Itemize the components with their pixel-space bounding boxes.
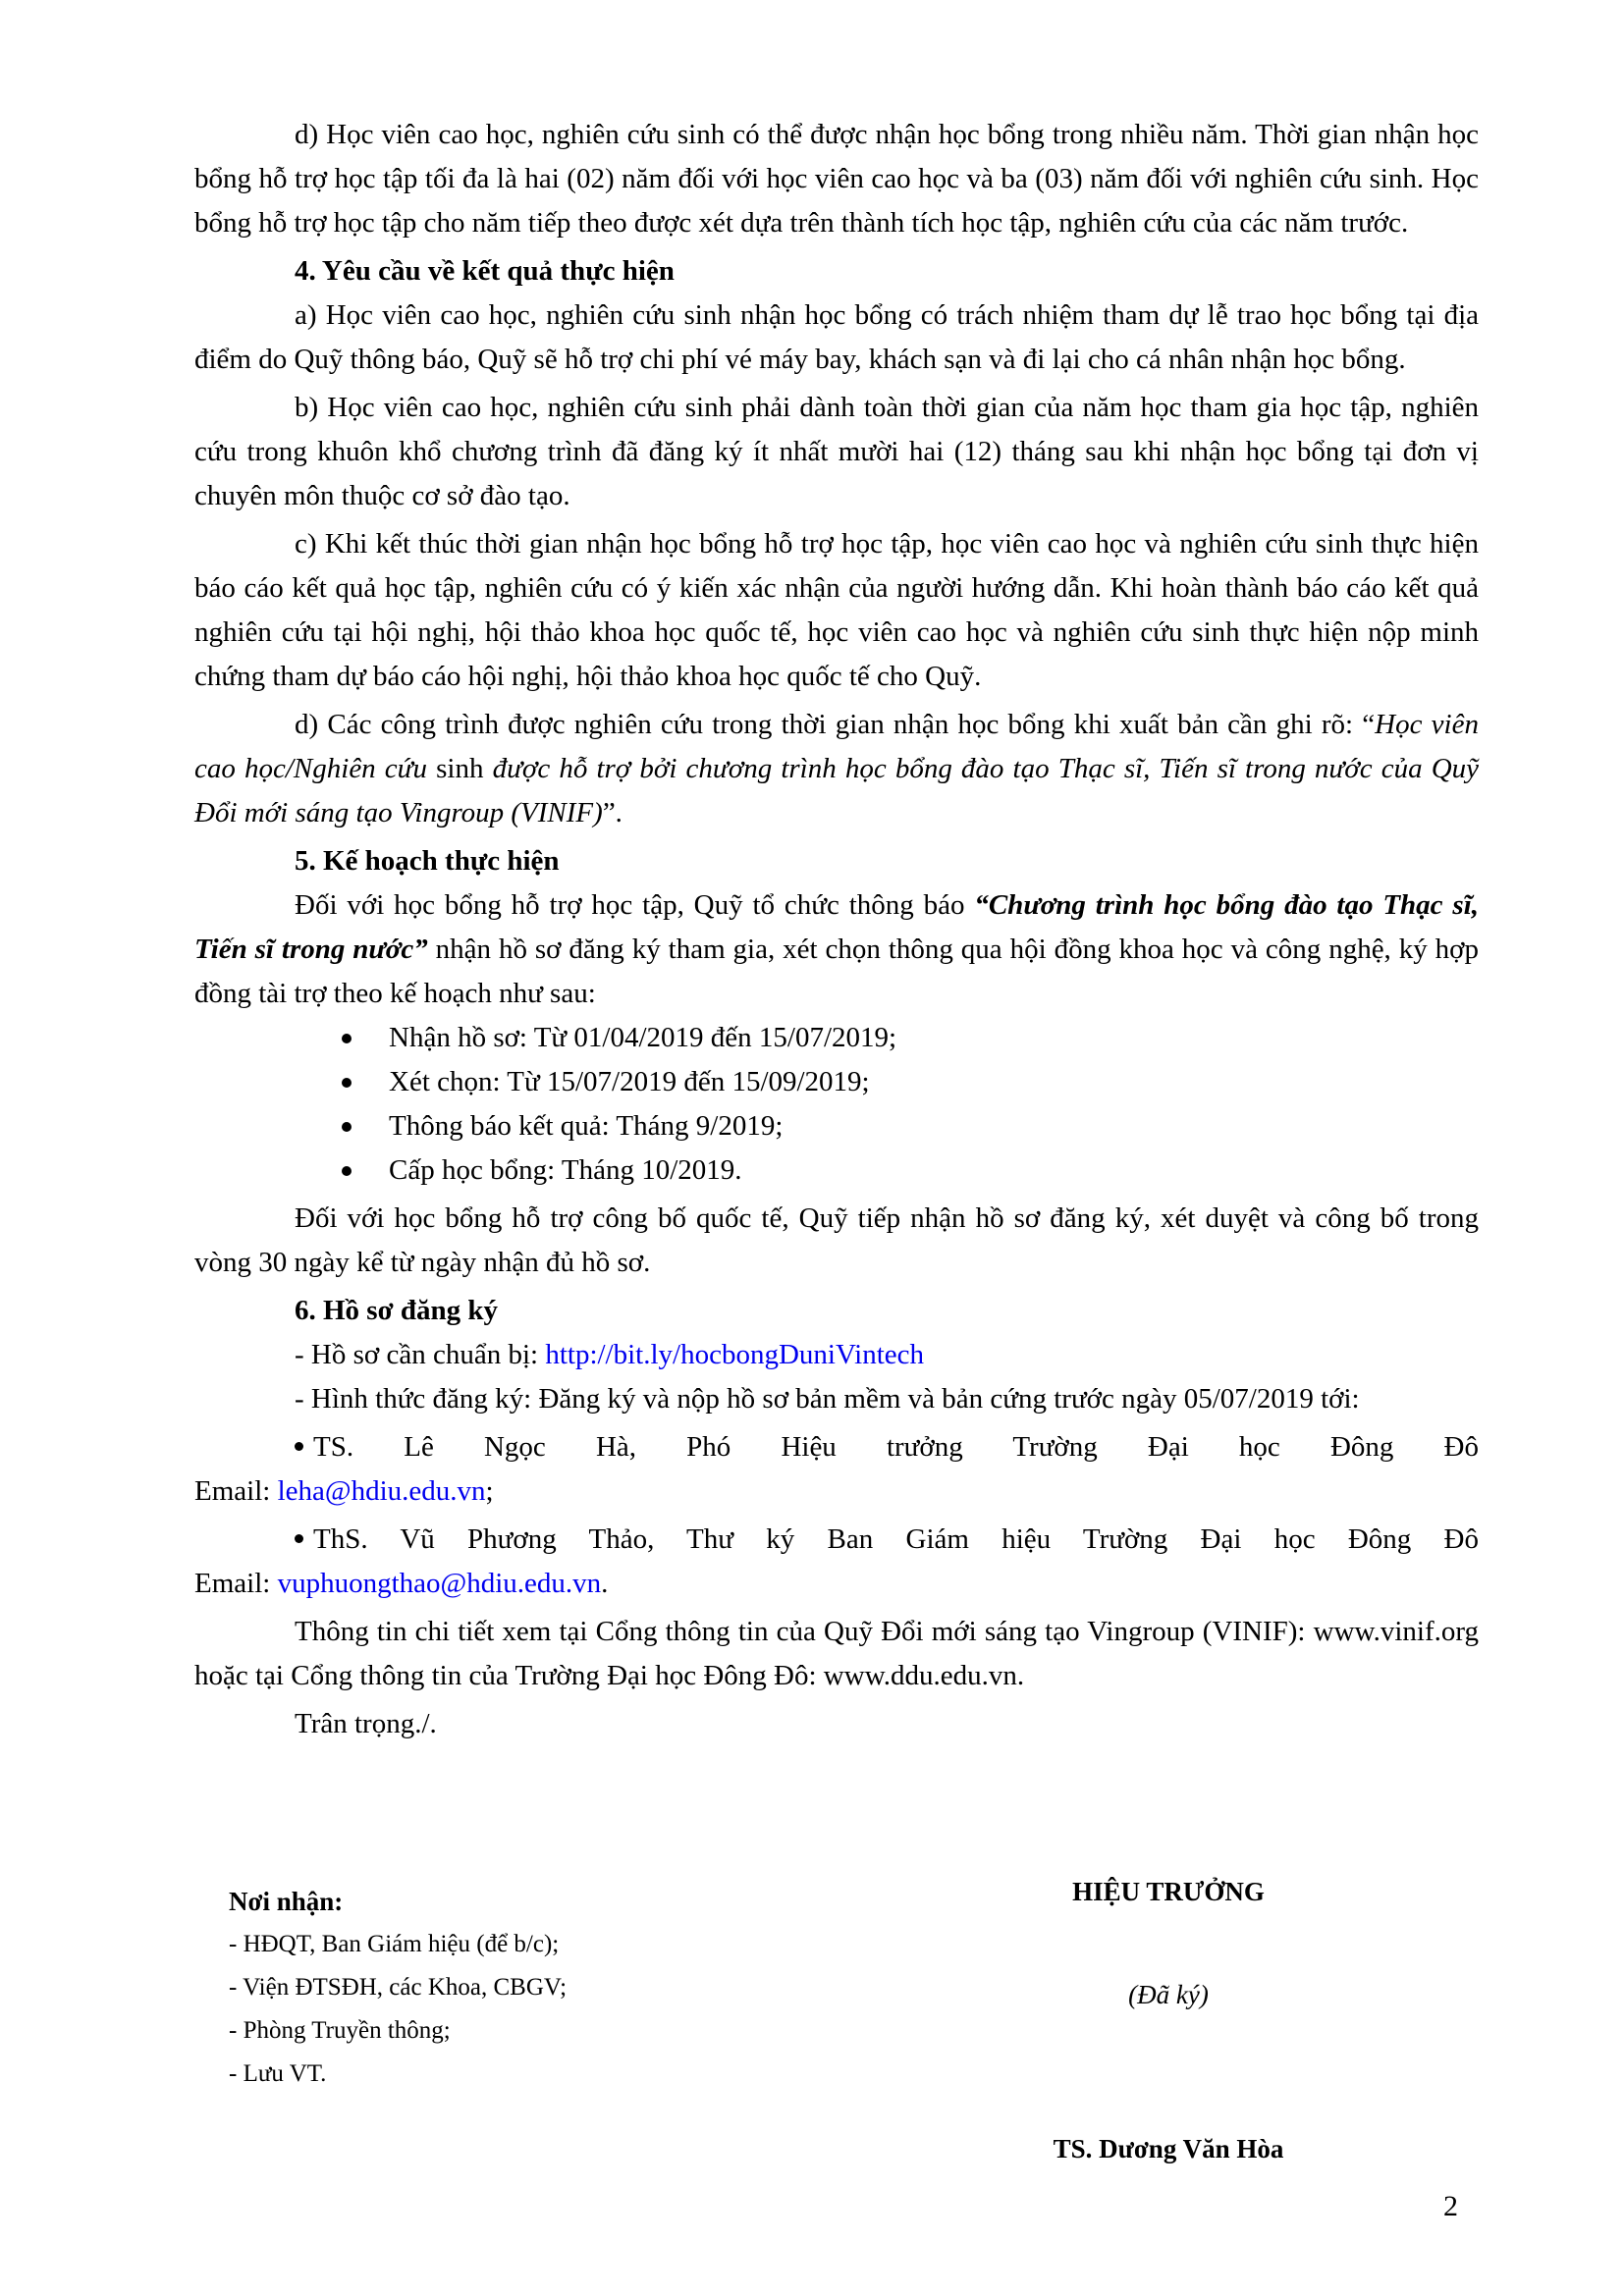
- item-d-plain: sinh: [436, 753, 493, 784]
- contact-2-end: .: [601, 1568, 609, 1599]
- contact-2: [194, 1518, 1479, 1562]
- schedule-item: [342, 1148, 1479, 1193]
- bullet-icon: [342, 1034, 352, 1043]
- section-4-item-c: c) Khi kết thúc thời gian nhận học bổng hỗ trợ học tập, học viên cao học và nghiên cứu sinh thực hiện báo cáo kết quả học tập, nghiên cứu có ý kiến xác nhận của người hướng dẫn. Khi hoàn thành báo cáo kết quả nghiên cứu tại hội nghị, hội thảo khoa học quốc tế, học viên cao học và nghiên cứu sinh thực hiện nộp minh chứng tham dự báo cáo hội nghị, hội thảo khoa học quốc tế cho Quỹ.: [194, 528, 1479, 692]
- bullet-icon: [342, 1078, 352, 1088]
- section-4-item-b: b) Học viên cao học, nghiên cứu sinh phải dành toàn thời gian của năm học tham gia học tập, nghiên cứu trong khuôn khổ chương trình đã đăng ký ít nhất mười hai (12) tháng sau khi nhận học bổng tại đơn vị chuyên môn thuộc cơ sở đào tạo.: [194, 392, 1479, 511]
- recipients-title: Nơi nhận:: [229, 1887, 344, 1916]
- section-5-heading: 5. Kế hoạch thực hiện: [295, 845, 560, 877]
- contact-1-text: TS. Lê Ngọc Hà, Phó Hiệu trưởng Trường Đại học Đông Đô: [313, 1431, 1479, 1463]
- document-body: [194, 113, 1479, 1746]
- section-5-intro: [194, 883, 1479, 1016]
- schedule-list: [194, 1016, 1479, 1193]
- section-4-heading: 4. Yêu cầu về kết quả thực hiện: [295, 255, 675, 287]
- recipient-item: - HĐQT, Ban Giám hiệu (để b/c);: [229, 1931, 560, 1957]
- recipients-block: [229, 1880, 779, 2096]
- section-4-item-d: [194, 703, 1479, 835]
- recipient-item: - Viện ĐTSĐH, các Khoa, CBGV;: [229, 1974, 568, 2001]
- section-5-publication: Đối với học bổng hỗ trợ công bố quốc tế, Quỹ tiếp nhận hồ sơ đăng ký, xét duyệt và công bố trong vòng 30 ngày kể từ ngày nhận đủ hồ sơ.: [194, 1202, 1479, 1278]
- item-d-italic-2: được hỗ trợ bởi chương trình học bổng đào tạo Thạc sĩ, Tiến sĩ trong nước của Quỹ Đổi mới sáng tạo Vingroup (VINIF): [194, 753, 1480, 828]
- page-number: 2: [1443, 2190, 1458, 2222]
- item-d-lead: d) Các công trình được nghiên cứu trong thời gian nhận học bổng khi xuất bản cần ghi rõ: “: [295, 709, 1376, 740]
- signer-title: HIỆU TRƯỞNG: [1072, 1877, 1265, 1906]
- signed-note: (Đã ký): [1128, 1980, 1209, 2009]
- email-label: Email:: [194, 1568, 278, 1599]
- recipient-item: - Lưu VT.: [229, 2060, 327, 2087]
- details-paragraph: Thông tin chi tiết xem tại Cổng thông tin của Quỹ Đổi mới sáng tạo Vingroup (VINIF): www.vinif.org hoặc tại Cổng thông tin của Trường Đại học Đông Đô: www.ddu.edu.vn.: [194, 1616, 1479, 1691]
- recipient-item: - Phòng Truyền thông;: [229, 2017, 451, 2044]
- bullet-icon: [342, 1166, 352, 1176]
- bullet-icon: [342, 1122, 352, 1132]
- closing-line: Trân trọng./.: [295, 1708, 437, 1739]
- contact-2-email-link[interactable]: vuphuongthao@hdiu.edu.vn: [277, 1568, 602, 1599]
- prep-label: - Hồ sơ cần chuẩn bị:: [295, 1339, 546, 1370]
- intro-tail: nhận hồ sơ đăng ký tham gia, xét chọn thông qua hội đồng khoa học và công nghệ, ký hợp đồng tài trợ theo kế hoạch như sau:: [194, 934, 1479, 1009]
- schedule-item: [342, 1060, 1479, 1104]
- schedule-item-text: Cấp học bổng: Tháng 10/2019.: [389, 1154, 742, 1186]
- contact-1-email-line: [194, 1469, 1479, 1514]
- contact-1-email-link[interactable]: leha@hdiu.edu.vn: [277, 1475, 486, 1507]
- section-6-heading: 6. Hồ sơ đăng ký: [295, 1295, 499, 1326]
- schedule-item: [342, 1016, 1479, 1060]
- contact-2-text: ThS. Vũ Phương Thảo, Thư ký Ban Giám hiệu Trường Đại học Đông Đô: [313, 1523, 1479, 1555]
- bullet-icon: [295, 1442, 303, 1451]
- schedule-item-text: Nhận hồ sơ: Từ 01/04/2019 đến 15/07/2019;: [389, 1022, 897, 1053]
- signer-name: TS. Dương Văn Hòa: [1053, 2134, 1284, 2163]
- schedule-item: [342, 1104, 1479, 1148]
- item-d-italic-1: Học viên cao học/Nghiên cứu: [194, 709, 1479, 784]
- contact-1-end: ;: [485, 1475, 494, 1507]
- bullet-icon: [295, 1534, 303, 1543]
- form-line: - Hình thức đăng ký: Đăng ký và nộp hồ sơ bản mềm và bản cứng trước ngày 05/07/2019 tới:: [295, 1383, 1360, 1415]
- contact-2-email-line: [194, 1562, 1479, 1606]
- email-label: Email:: [194, 1475, 278, 1507]
- prep-line: [194, 1333, 1479, 1377]
- contact-1: [194, 1425, 1479, 1469]
- registration-link[interactable]: http://bit.ly/hocbongDuniVintech: [545, 1339, 925, 1370]
- program-name: “Chương trình học bổng đào tạo Thạc sĩ, Tiến sĩ trong nước”: [194, 889, 1479, 965]
- paragraph-d-duration: d) Học viên cao học, nghiên cứu sinh có thể được nhận học bổng trong nhiều năm. Thời gian nhận học bổng hỗ trợ học tập tối đa là hai (02) năm đối với học viên cao học và ba (03) năm đối với nghiên cứu sinh. Học bổng hỗ trợ học tập cho năm tiếp theo được xét dựa trên thành tích học tập, nghiên cứu của các năm trước.: [194, 119, 1479, 239]
- section-4-item-a: a) Học viên cao học, nghiên cứu sinh nhận học bổng có trách nhiệm tham dự lễ trao học bổng tại địa điểm do Quỹ thông báo, Quỹ sẽ hỗ trợ chi phí vé máy bay, khách sạn và đi lại cho cá nhân nhận học bổng.: [194, 299, 1479, 375]
- schedule-item-text: Xét chọn: Từ 15/07/2019 đến 15/09/2019;: [389, 1066, 870, 1097]
- intro-lead: Đối với học bổng hỗ trợ học tập, Quỹ tổ chức thông báo: [295, 889, 975, 921]
- item-d-tail: ”.: [602, 797, 623, 828]
- schedule-item-text: Thông báo kết quả: Tháng 9/2019;: [389, 1110, 784, 1142]
